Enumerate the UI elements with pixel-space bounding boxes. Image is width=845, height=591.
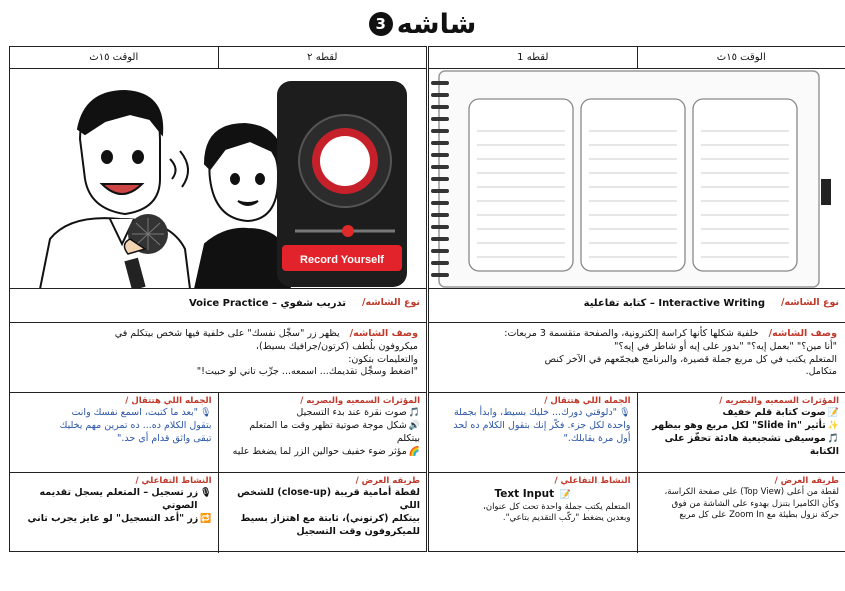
shot-cell: [429, 47, 637, 68]
notebook-illustration: [429, 69, 845, 289]
screen-type-label: نوع الشاشه/: [781, 297, 839, 309]
time-cell: [637, 47, 845, 68]
description-label: وصف الشاشه/: [768, 328, 837, 339]
screen-type-ar: تدريب شفوي –: [271, 298, 347, 309]
shot-label: لقطه: [315, 52, 338, 63]
activity-label: النشاط التفاعلي /: [554, 476, 631, 486]
music-note-icon: 🎵: [827, 434, 839, 445]
narration-label: الجمله اللي هتتقال /: [125, 396, 212, 406]
time-value: ١٥ث: [89, 52, 110, 63]
presentation-line: بيتكلم (كرتوني)، ثابتة مع اهتزاز بسيط: [240, 513, 420, 525]
memo-icon: 📝: [827, 408, 839, 419]
narration-cell: [429, 393, 638, 472]
storyboard-panel-shot-1: [428, 46, 845, 552]
av-effect-item: مؤثر ضوء خفيف حوالين الزر لما يضغط عليه: [232, 445, 407, 457]
speaker-icon: 🔊: [408, 421, 420, 432]
description-line: متكامل.: [805, 366, 837, 378]
narration-line: "بعد ما كتبت، اسمع نفسك وانت: [71, 407, 199, 419]
description-line: ميكروفون بلُطف (كرتون/جرافيك بسيط)،: [255, 340, 418, 352]
music-note-icon: 🎵: [408, 408, 420, 419]
page-title: [0, 4, 845, 44]
activity-line: زر "أعد التسجيل" لو عايز يجرب تاني: [27, 513, 199, 525]
screen-type-row: [429, 289, 845, 323]
rainbow-icon: 🌈: [408, 446, 420, 457]
screen-type-en: Voice Practice: [188, 298, 269, 309]
microphone-icon: 🎙: [200, 408, 212, 419]
spiral-notebook-image: [429, 69, 845, 289]
time-label: الوقت: [112, 52, 139, 63]
time-cell: [10, 47, 218, 68]
shot-cell: [218, 47, 427, 68]
presentation-line: لقطة أمامية قريبة (close-up) للشخص اللي: [237, 487, 420, 512]
av-effects-label: المؤثرات السمعيه والبصريه /: [719, 396, 839, 406]
microphone-icon: 🎙: [619, 408, 631, 419]
narration-label: الجمله اللي هتتقال /: [544, 396, 631, 406]
presentation-line: وكأن الكاميرا بتنزل بهدوء على الشاشة من فوق: [671, 498, 839, 509]
screen-description-row: [10, 323, 426, 393]
time-value: ١٥ث: [716, 52, 737, 63]
description-label: وصف الشاشه/: [349, 328, 418, 339]
activity-line: المتعلم يكتب جملة واحدة تحت كل عنوان،: [483, 501, 631, 512]
audio-visual-effects-cell: [219, 393, 427, 472]
description-line: "أنا مين؟" "بعمل إيه؟" "بدور على إيه أو شاطر في إيه؟": [614, 340, 837, 352]
av-effect-item: تأثير "Slide in" لكل مربع وهو بيظهر: [652, 420, 826, 432]
microphone-icon: 🎙: [200, 488, 212, 499]
description-line: يظهر زر "سجِّل نفسك" على خلفية فيها شخص بيتكلم في: [114, 328, 340, 339]
narration-line: بتقول الكلام ده... ده تمرين مهم يخليك: [59, 420, 212, 432]
screen-type-label: نوع الشاشه/: [362, 297, 420, 309]
narration-line: واحدة لكل جزء. فكّر إنك بتقول الكلام ده لحد: [453, 420, 631, 432]
activity-line: زر تسجيل – المتعلم يسجل تقديمه: [39, 487, 199, 499]
presentation-line: لقطة من أعلى (Top View) على صفحة الكراسة،: [664, 487, 839, 498]
screen-type-ar: – كتابة تفاعلية: [583, 298, 655, 309]
time-label: الوقت: [740, 52, 766, 63]
activity-line: وبعدين يضغط "ركّب التقديم بتاعي".: [502, 513, 631, 524]
presentation-and-activity-row: [429, 473, 845, 553]
panel-header: [10, 47, 426, 69]
screen-description-row: [429, 323, 845, 393]
presentation-line: للميكروفون وقت التسجيل: [296, 525, 420, 537]
screen-type-en: Interactive Writing: [658, 298, 766, 309]
presentation-label: طريقه العرض /: [355, 476, 420, 486]
interactive-activity-cell: [429, 473, 638, 553]
av-effect-item: صوت كتابة قلم خفيف: [722, 407, 826, 419]
activity-line: الصوتي: [162, 500, 198, 512]
presentation-label: طريقه العرض /: [774, 476, 839, 486]
panel-header: [429, 47, 845, 69]
narration-cell: [10, 393, 219, 472]
description-line: والتعليمات بتكون:: [348, 353, 418, 365]
presentation-method-cell: [219, 473, 427, 553]
presentation-method-cell: [638, 473, 845, 553]
activity-label: النشاط التفاعلي /: [135, 476, 212, 486]
sparkles-icon: ✨: [827, 421, 839, 432]
description-line: المتعلم يكتب في كل مربع جملة قصيرة، والبرنامج هيجمّعهم في الآخر كنص: [544, 353, 837, 365]
av-effect-item: موسيقى تشجيعية هادئة تحفّز على الكتابة: [664, 433, 839, 457]
shot-label: لقطه: [526, 52, 549, 63]
audio-visual-effects-cell: [638, 393, 845, 472]
shot-number: 1: [517, 52, 524, 63]
av-effect-item: صوت نقرة عند بدء التسجيل: [296, 407, 407, 419]
memo-icon: 📝: [559, 490, 572, 501]
screen-type-row: [10, 289, 426, 323]
description-line: "اضغط وسجِّل تقديمك... اسمعه... جرِّب تاني لو حبيت!": [196, 366, 418, 378]
interactive-activity-cell: [10, 473, 219, 553]
presentation-and-activity-row: [10, 473, 426, 553]
cartoon-speakers-image: [10, 69, 426, 289]
voice-practice-illustration: [10, 69, 426, 289]
storyboard-panel-shot-2: [9, 46, 427, 552]
shot-number: ٢: [307, 52, 313, 63]
effects-and-narration-row: [429, 393, 845, 473]
presentation-line: حركة نزول بطيئة مع Zoom In على كل مربع: [679, 510, 839, 521]
title-text: شاشه: [396, 8, 477, 40]
record-button-label: Record Yourself: [300, 254, 384, 266]
av-effects-label: المؤثرات السمعيه والبصريه /: [300, 396, 420, 406]
narration-line: تبقى واثق قدام أي حد.": [117, 433, 212, 445]
activity-title: Text Input: [494, 488, 555, 501]
description-line: خلفية شكلها كأنها كراسة إلكترونية، والصفحة متقسمة 3 مربعات:: [504, 328, 759, 339]
repeat-icon: 🔁: [200, 514, 212, 525]
narration-line: "دلوقتي دورك... خليك بسيط، وابدأ بجملة: [453, 407, 618, 419]
effects-and-narration-row: [10, 393, 426, 473]
av-effect-item: شكل موجة صوتية تظهر وقت ما المتعلم بيتكلم: [249, 420, 420, 445]
narration-line: أول مرة يقابلك.": [563, 433, 631, 445]
title-number-badge: 3: [369, 12, 393, 36]
